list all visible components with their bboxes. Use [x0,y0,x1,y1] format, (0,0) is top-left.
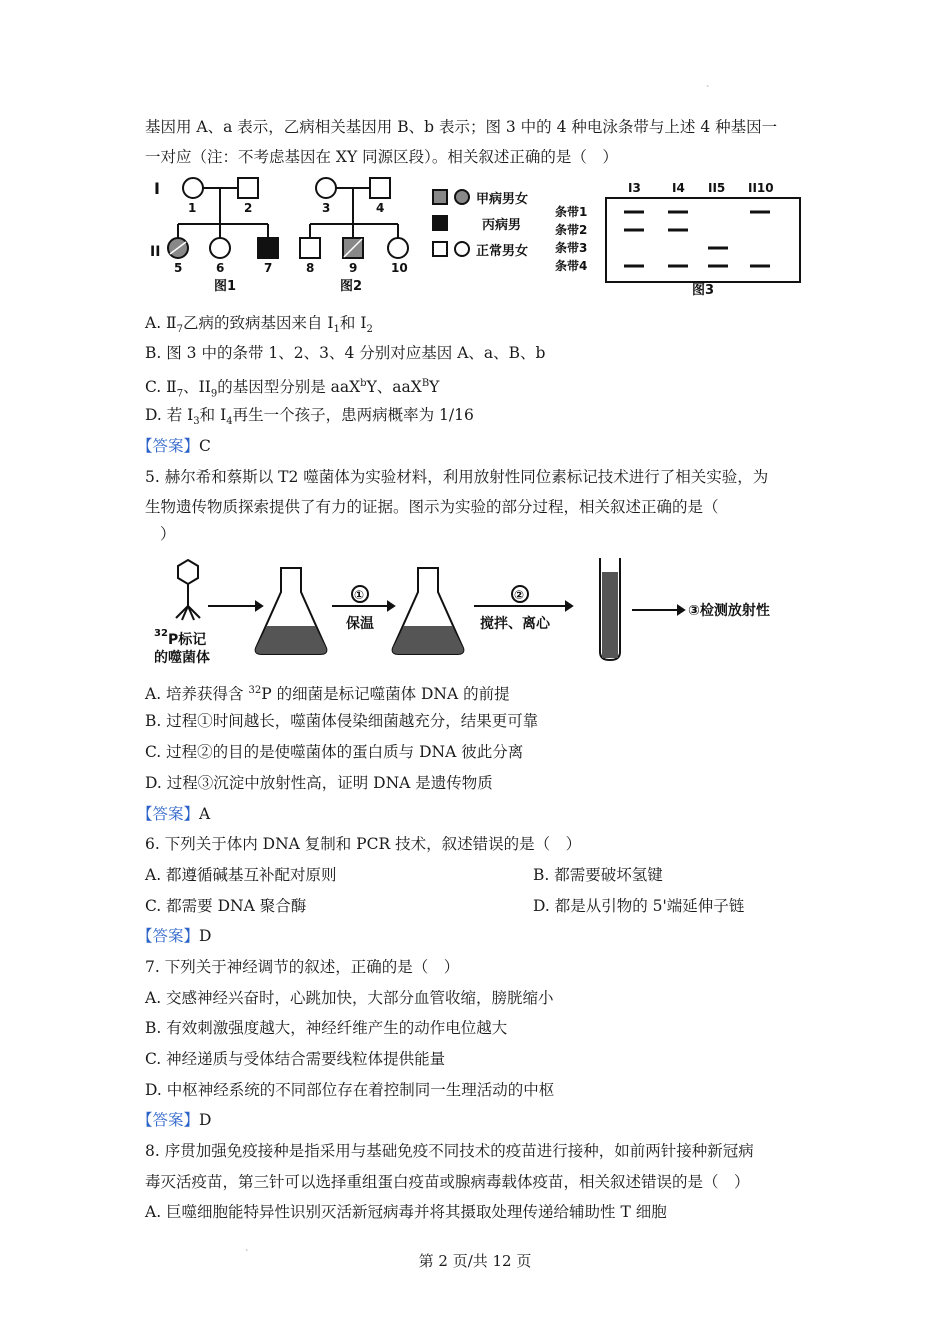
q5-option-d: D. 过程③沉淀中放射性高，证明 DNA 是遗传物质 [145,774,493,792]
q7-option-c: C. 神经递质与受体结合需要线粒体提供能量 [145,1050,446,1068]
phage-head [178,560,198,584]
legend-normal-male [433,242,447,256]
band-label-4: 条带4 [555,259,588,273]
legend-affected-male [433,190,447,204]
legend-disease-a: 甲病男女 [476,192,529,207]
q5-stem-line-1: 5. 赫尔希和蔡斯以 T2 噬菌体为实验材料，利用放射性同位素标记技术进行了相关实验，为 [145,468,769,486]
num-8: 8 [306,261,315,275]
num-3: 3 [322,201,331,215]
individual-1 [183,178,203,198]
num-5: 5 [174,261,183,275]
q8-option-a: A. 巨噬细胞能特异性识别灭活新冠病毒并将其摄取处理传递给辅助性 T 细胞 [145,1203,667,1221]
step3-text: ③检测放射性 [688,603,770,619]
q5-answer: 【答案】A [137,805,211,823]
q4-option-d: D. 若 $I_3$和 $I_4$再生一个孩子，患两病概率为 1/16 [145,406,474,428]
num-10: 10 [391,261,408,275]
q4-option-a: A. $Ⅱ_7$乙病的致病基因来自 $I_1$和 $I_2$ [145,314,373,336]
band-label-2: 条带2 [555,223,588,237]
lane-I3: I3 [628,181,641,195]
num-1: 1 [188,201,197,215]
gen-II-label: II [150,244,161,260]
lane-I4: I4 [672,181,685,195]
q5-stem-line-3: ） [160,525,176,543]
legend-disease-b: 丙病男 [482,218,522,233]
q8-stem-line-2: 毒灭活疫苗，第三针可以选择重组蛋白疫苗或腺病毒载体疫苗，相关叙述错误的是（ ） [145,1173,750,1191]
step2-num: ② [514,588,525,602]
pedigree-figure [148,174,808,298]
individual-10 [388,238,408,258]
step1-text: 保温 [346,616,374,632]
fig1-label: 图1 [214,279,237,294]
q6-answer: 【答案】D [137,927,212,945]
individual-4 [370,178,390,198]
phage-label-2: 的噬菌体 [154,650,210,664]
lane-II5: II5 [708,181,726,195]
page-footer: 第 2 页/共 12 页 [418,1252,532,1270]
gel-bands [624,212,770,266]
individual-8 [300,238,320,258]
num-6: 6 [216,261,225,275]
q6-option-c: C. 都需要 DNA 聚合酶 [145,897,307,915]
num-9: 9 [349,261,358,275]
scan-mark-2: ˴ [245,1244,249,1255]
intro-line-2: 一对应（注：不考虑基因在 XY 同源区段）。相关叙述正确的是（ ） [145,148,618,166]
p32-sup: 32 [154,628,168,639]
q7-answer: 【答案】D [137,1111,212,1129]
individual-3 [316,178,336,198]
band-label-1: 条带1 [555,205,588,219]
phage-label-1: P标记 [168,632,207,648]
legend-normal: 正常男女 [476,244,529,259]
q7-option-a: A. 交感神经兴奋时，心跳加快，大部分血管收缩，膀胱缩小 [145,989,554,1007]
num-4: 4 [376,201,385,215]
num-2: 2 [244,201,253,215]
individual-6 [210,238,230,258]
q5-stem-line-2: 生物遗传物质探索提供了有力的证据。图示为实验的部分过程，相关叙述正确的是（ [145,498,719,516]
individual-2 [238,178,258,198]
q4-answer: 【答案】C [137,437,211,455]
q5-option-b: B. 过程①时间越长，噬菌体侵染细菌越充分，结果更可靠 [145,712,539,730]
step1-num: ① [354,588,365,602]
q5-option-a: A. 培养获得含 $^{32}$P 的细菌是标记噬菌体 DNA 的前提 [145,685,510,704]
fig2-label: 图2 [340,279,363,294]
q6-option-a: A. 都遵循碱基互补配对原则 [145,866,337,884]
q6-stem: 6. 下列关于体内 DNA 复制和 PCR 技术，叙述错误的是（ ） [145,835,582,853]
q6-option-b: B. 都需要破坏氢键 [533,866,663,884]
num-7: 7 [264,261,273,275]
experiment-figure [148,556,808,664]
individual-7 [258,238,278,258]
lane-II10: II10 [748,181,774,195]
legend-disease-b-male [433,216,447,230]
q8-stem-line-1: 8. 序贯加强免疫接种是指采用与基础免疫不同技术的疫苗进行接种，如前两针接种新冠病 [145,1142,754,1160]
legend-affected-female [455,190,469,204]
step2-text: 搅拌、离心 [480,616,550,632]
q7-stem: 7. 下列关于神经调节的叙述，正确的是（ ） [145,958,460,976]
q5-option-c: C. 过程②的目的是使噬菌体的蛋白质与 DNA 彼此分离 [145,743,524,761]
intro-line-1: 基因用 A、a 表示，乙病相关基因用 B、b 表示；图 3 中的 4 种电泳条带与上述 4 种基因一 [145,118,778,136]
q4-option-c: C. $Ⅱ_7$、$II_9$的基因型分别是 aaX$^b$Y、aaX$^B$Y [145,378,440,400]
legend-normal-female [455,242,469,256]
gen-I-label: I [154,179,160,198]
band-label-3: 条带3 [555,241,588,255]
fig3-label: 图3 [692,283,715,298]
q4-option-b: B. 图 3 中的条带 1、2、3、4 分别对应基因 A、a、B、b [145,344,546,362]
q7-option-d: D. 中枢神经系统的不同部位存在着控制同一生理活动的中枢 [145,1081,555,1099]
q6-option-d: D. 都是从引物的 5'端延伸子链 [533,897,745,915]
scan-mark: ˴ [706,80,710,91]
q7-option-b: B. 有效刺激强度越大，神经纤维产生的动作电位越大 [145,1019,508,1037]
